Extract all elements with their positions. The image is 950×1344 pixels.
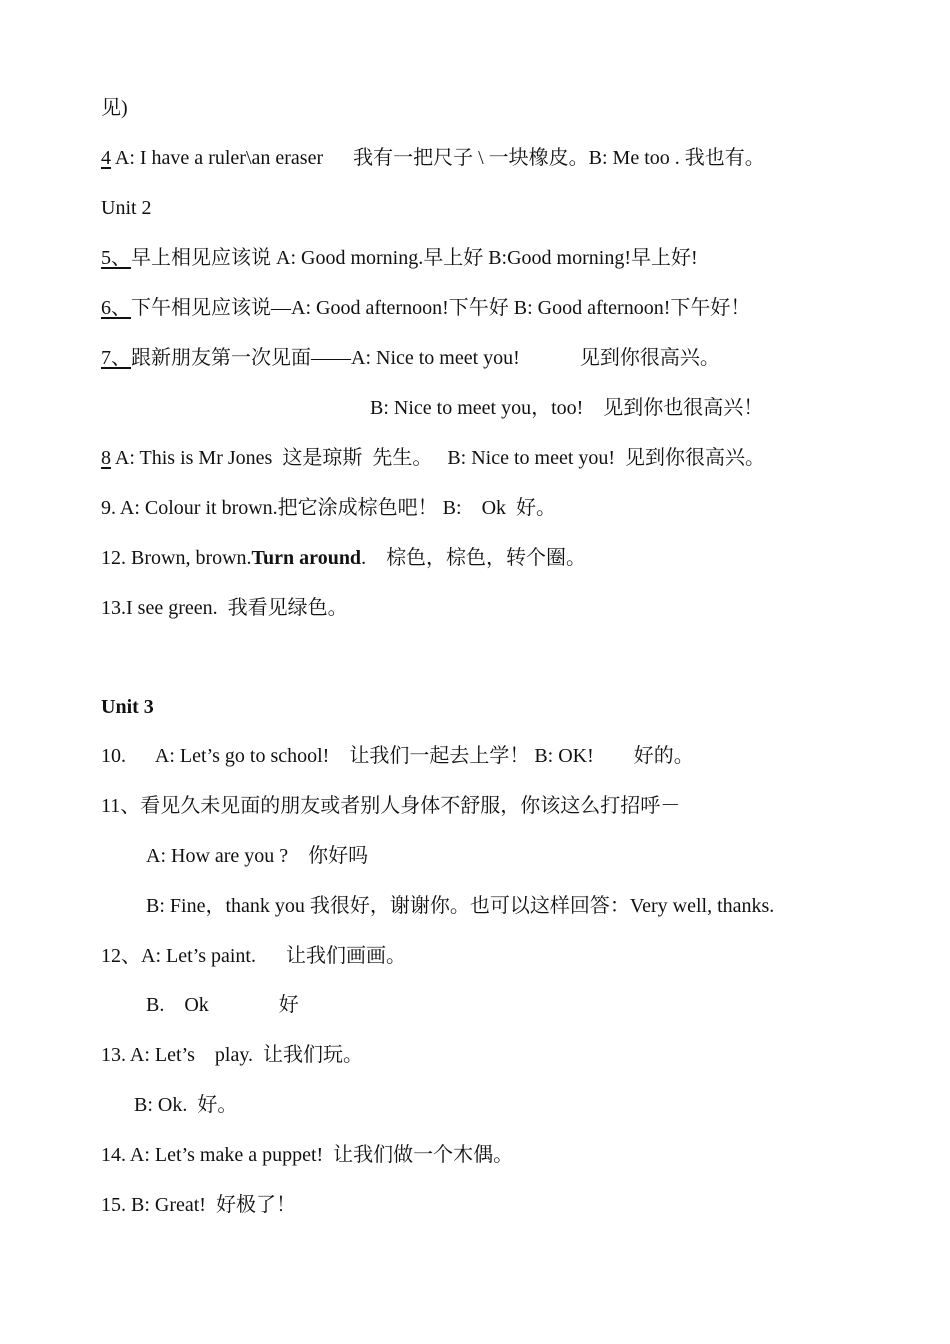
text-line: B: Nice to meet you，too! 见到你也很高兴！ [370,397,764,419]
line-text: 12. Brown, brown. [101,547,252,569]
text-line [101,146,765,170]
line-text: 早上相见应该说 A: Good morning.早上好 B:Good morning!早上好! [131,247,698,269]
text-line: 见) [101,97,128,119]
line-text: A: This is Mr Jones 这是琼斯 先生。 B: Nice to meet you! 见到你很高兴。 [111,447,766,469]
text-line: A: How are you ? 你好吗 [146,845,369,867]
bold-phrase: Turn around [251,547,362,569]
text-line: 9. A: Colour it brown.把它涂成棕色吧！ B: Ok 好。 [101,497,557,519]
item-number: 6、 [101,297,131,319]
text-line: 10. A: Let’s go to school! 让我们一起去上学！ B: OK! 好的。 [101,745,694,767]
line-text: 跟新朋友第一次见面——A: Nice to meet you! 见到你很高兴。 [131,347,720,369]
item-number: 5、 [101,247,131,269]
line-text: . 棕色，棕色，转个圈。 [361,547,587,569]
text-line [101,346,720,370]
item-number: 8 [101,447,111,469]
text-line [101,546,586,570]
text-line: 15. B: Great! 好极了！ [101,1194,296,1216]
text-line [101,446,765,470]
text-line: 11、看见久未见面的朋友或者别人身体不舒服，你该这么打招呼－ [101,795,681,817]
item-number: 7、 [101,347,131,369]
item-number: 4 [101,147,111,169]
section-heading: Unit 3 [101,696,154,718]
text-line: 12、A: Let’s paint. 让我们画画。 [101,945,406,967]
text-line: B. Ok 好 [146,994,299,1016]
line-text: 下午相见应该说—A: Good afternoon!下午好 B: Good afternoon!下午好！ [131,297,751,319]
text-line [101,296,750,320]
section-heading: Unit 2 [101,197,152,219]
text-line: 13. A: Let’s play. 让我们玩。 [101,1044,364,1066]
line-text: A: I have a ruler\an eraser 我有一把尺子 \ 一块橡皮。B: Me too . 我也有。 [111,147,765,169]
text-line [101,246,698,270]
text-line: 14. A: Let’s make a puppet! 让我们做一个木偶。 [101,1144,514,1166]
text-line: B: Fine，thank you 我很好，谢谢你。也可以这样回答：Very well, thanks. [146,895,775,917]
text-line: B: Ok. 好。 [134,1094,238,1116]
text-line: 13.I see green. 我看见绿色。 [101,597,348,619]
